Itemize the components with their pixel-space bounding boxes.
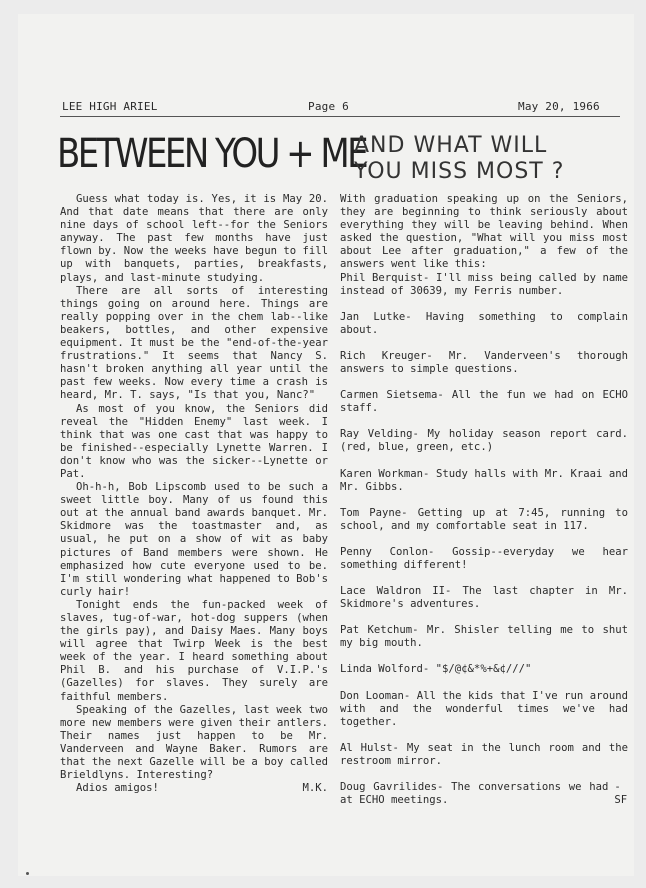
survey-answer: Al Hulst- My seat in the lunch room and the restroom mirror. xyxy=(340,741,628,767)
paragraph: Guess what today is. Yes, it is May 20. And that date means that there are only nine days of school left--for the Seniors anyway. The past few months have just flown by. Now the weeks have begun to fill up with banquets, parties, breakfasts, plays, and last-minute studying. xyxy=(60,193,328,284)
survey-answer: Tom Payne- Getting up at 7:45, running to school, and my comfortable seat in 117. xyxy=(340,506,628,532)
header-rule xyxy=(60,116,620,117)
author-initials: M.K. xyxy=(302,782,328,795)
survey-answer: Carmen Sietsema- All the fun we had on ECHO staff. xyxy=(340,389,628,415)
publication-name: LEE HIGH ARIEL xyxy=(62,100,158,113)
survey-intro: With graduation speaking up on the Seniors, they are beginning to think seriously about everything they will be leaving behind. When asked the question, "What will you miss most about Lee after graduation," a few of the answers went like this: xyxy=(340,193,628,271)
paragraph: Oh-h-h, Bob Lipscomb used to be such a sweet little boy. Many of us found this out at the annual band awards banquet. Mr. Skidmore was the toastmaster and, as usual, he put on a show of wit as baby pictures of Band members were shown. He emphasized how cute everyone used to be. I'm still wondering what happened to Bob's curly hair! xyxy=(60,481,328,598)
survey-answer: Don Looman- All the kids that I've run around with and the wonderful times we've had together. xyxy=(340,689,628,728)
title-line-1: AND WHAT WILL xyxy=(354,133,548,158)
senior-survey-column xyxy=(340,193,628,807)
closing-text: Adios amigos! xyxy=(76,782,159,795)
paragraph: Speaking of the Gazelles, last week two more new members were given their antlers. Their names just happen to be Mr. Vanderveen and Wayne Baker. Rumors are that the next Gazelle will be a boy called Brieldlyns. Interesting? xyxy=(60,703,328,782)
survey-answer: Penny Conlon- Gossip--everyday we hear something different! xyxy=(340,545,628,571)
survey-answer: Phil Berquist- I'll miss being called by name instead of 30639, my Ferris number. xyxy=(340,271,628,297)
paragraph: There are all sorts of interesting things going on around here. Things are really popping over in the chem lab--like beakers, bottles, and other expensive equipment. It must be the "end-of-the-year frustrations." It seems that Nancy S. hasn't broken anything all year until the past few weeks. Now every time a crash is heard, Mr. T. says, "Is that you, Nanc?" xyxy=(60,284,328,402)
survey-answer: Karen Workman- Study halls with Mr. Kraai and Mr. Gibbs. xyxy=(340,467,628,493)
survey-answer: Jan Lutke- Having something to complain about. xyxy=(340,310,628,336)
survey-answer: Lace Waldron II- The last chapter in Mr. Skidmore's adventures. xyxy=(340,585,628,611)
page-number: Page 6 xyxy=(308,100,349,113)
paragraph: As most of you know, the Seniors did reveal the "Hidden Enemy" last week. I think that was one cast that was happy to be finished--especially Lynette Warren. I don't know who was the sicker--Lynette or Pat. xyxy=(60,402,328,480)
author-signoff: -SF xyxy=(614,781,628,807)
survey-answer: Pat Ketchum- Mr. Shisler telling me to shut my big mouth. xyxy=(340,624,628,650)
paragraph: Tonight ends the fun-packed week of slaves, tug-of-war, hot-dog suppers (when the girls pay), and Daisy Maes. Many boys will agree that Twirp Week is the best week of the year. I heard something about Phil B. and his purchase of V.I.P.'s (Gazelles) for slaves. They surely are faithful members. xyxy=(60,598,328,703)
last-answer-line xyxy=(340,781,628,807)
survey-answer: Ray Velding- My holiday season report card. (red, blue, green, etc.) xyxy=(340,428,628,454)
column-title-what-will-you-miss xyxy=(352,133,622,186)
gossip-column xyxy=(60,193,328,795)
title-line-2: YOU MISS MOST ? xyxy=(354,159,565,185)
survey-answer: Rich Kreuger- Mr. Vanderveen's thorough answers to simple questions. xyxy=(340,349,628,376)
survey-answer: Linda Wolford- "$/@¢&*%+&¢///" xyxy=(340,663,532,676)
column-closing xyxy=(60,782,328,795)
issue-date: May 20, 1966 xyxy=(518,100,600,113)
survey-answer: Doug Gavrilides- The conversations we had at ECHO meetings. xyxy=(340,781,609,807)
column-title-between-you-and-me: BETWEEN YOU + ME xyxy=(57,131,367,177)
paper-speck xyxy=(26,872,29,875)
